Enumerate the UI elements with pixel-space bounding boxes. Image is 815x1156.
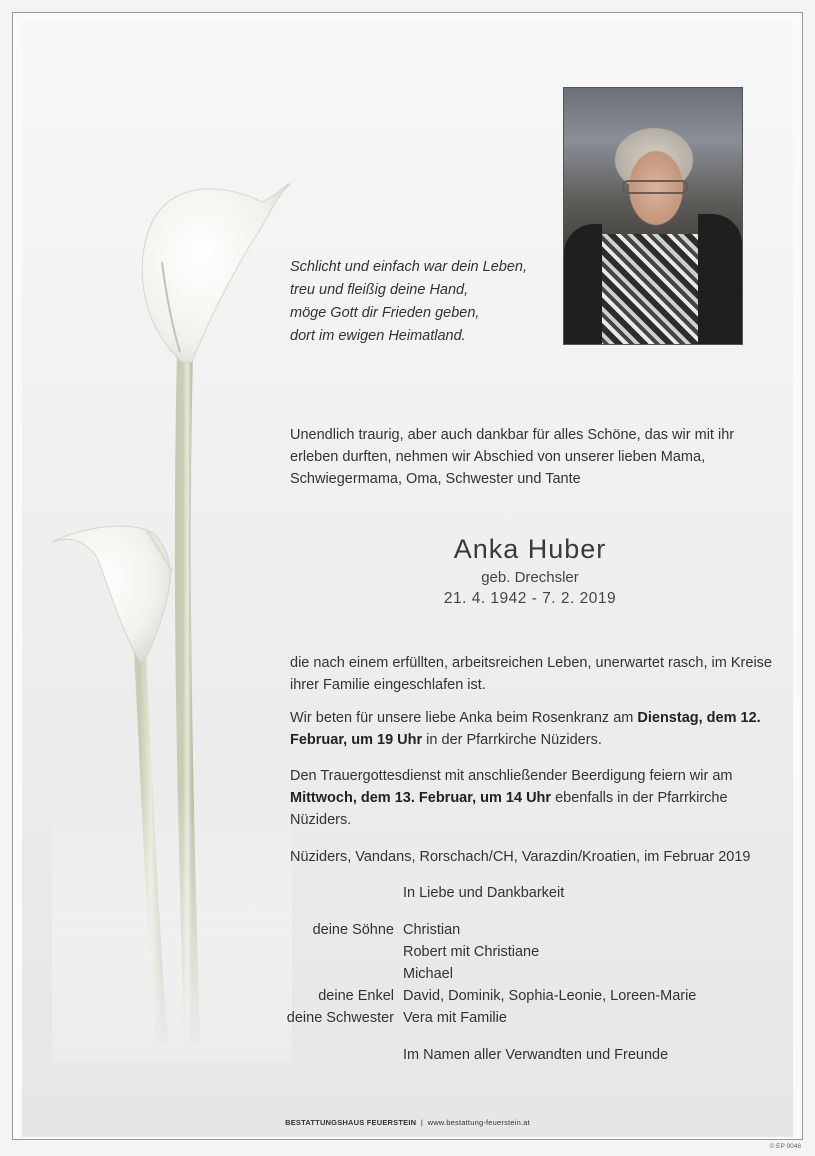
mourner-row: [262, 941, 762, 963]
mourner-label: [262, 941, 403, 963]
mourner-value: Christian: [403, 922, 461, 938]
closing-row: [262, 882, 762, 904]
rosary-date: Dienstag, dem 12. Februar, um 19 Uhr: [290, 710, 761, 748]
poem-line: Schlicht und einfach war dein Leben,: [290, 259, 527, 275]
life-dates: 21. 4. 1942 - 7. 2. 2019: [443, 590, 617, 607]
mourner-label: deine Schwester: [286, 1010, 394, 1026]
final-label: [262, 1044, 403, 1066]
paragraph-rosary: [290, 707, 780, 751]
portrait-photo: [563, 87, 743, 345]
funeral-home-name: BESTATTUNGSHAUS FEUERSTEIN: [285, 1118, 417, 1127]
final-row: [262, 1044, 762, 1066]
deceased-block: [290, 532, 770, 610]
poem-line: treu und fleißig deine Hand,: [290, 282, 469, 298]
rosary-location: in der Pfarrkirche Nüziders.: [422, 732, 602, 748]
closing-label: [262, 882, 403, 904]
mourners-block: [262, 882, 762, 1066]
deceased-name: Anka Huber: [453, 534, 607, 564]
mourner-value: Michael: [403, 966, 453, 982]
birth-name: geb. Drechsler: [481, 569, 579, 586]
paragraph-passing: die nach einem erfüllten, arbeitsreichen Leben, unerwartet rasch, im Kreise ihrer Familie eingeschlafen ist.: [290, 655, 772, 693]
mourner-value: Robert mit Christiane: [403, 944, 540, 960]
mourner-value: Vera mit Familie: [403, 1010, 507, 1026]
copyright-code: © EP 9048: [769, 1143, 801, 1150]
funeral-home-website[interactable]: www.bestattung-feuerstein.at: [427, 1118, 530, 1127]
final-line: Im Namen aller Verwandten und Freunde: [403, 1047, 669, 1063]
funeral-location: ebenfalls in der Pfarrkirche Nüziders.: [290, 790, 728, 828]
footer-separator: |: [420, 1118, 423, 1127]
mourner-row: [262, 1007, 762, 1029]
mourner-label: deine Enkel: [318, 988, 394, 1004]
closing-text: In Liebe und Dankbarkeit: [403, 885, 565, 901]
funeral-text: Den Trauergottesdienst mit anschließender Beerdigung feiern wir am: [290, 768, 733, 784]
calla-lily-illustration: [52, 162, 292, 1062]
portrait-glasses: [622, 180, 688, 194]
obituary-card: [22, 22, 793, 1137]
paragraph-funeral: [290, 765, 780, 831]
mourner-row: [262, 963, 762, 985]
intro-text: Unendlich traurig, aber auch dankbar für alles Schöne, das wir mit ihr erleben durften, nehmen wir Abschied von unserer lieben Mama, Schwiegermama, Oma, Schwester und Tante: [290, 427, 735, 487]
mourner-row: [262, 985, 762, 1007]
footer: [22, 1118, 793, 1127]
poem-line: möge Gott dir Frieden geben,: [290, 305, 480, 321]
mourner-row: [262, 919, 762, 941]
memorial-poem: [290, 256, 570, 348]
mourner-label: [262, 963, 403, 985]
portrait-jacket-right: [698, 214, 742, 344]
places-date: Nüziders, Vandans, Rorschach/CH, Varazdin/Kroatien, im Februar 2019: [290, 849, 751, 865]
poem-line: dort im ewigen Heimatland.: [290, 328, 466, 344]
mourner-value: David, Dominik, Sophia-Leonie, Loreen-Marie: [403, 988, 697, 1004]
rosary-text: Wir beten für unsere liebe Anka beim Rosenkranz am: [290, 710, 638, 726]
mourner-label: deine Söhne: [312, 922, 394, 938]
funeral-date: Mittwoch, dem 13. Februar, um 14 Uhr: [290, 790, 552, 806]
